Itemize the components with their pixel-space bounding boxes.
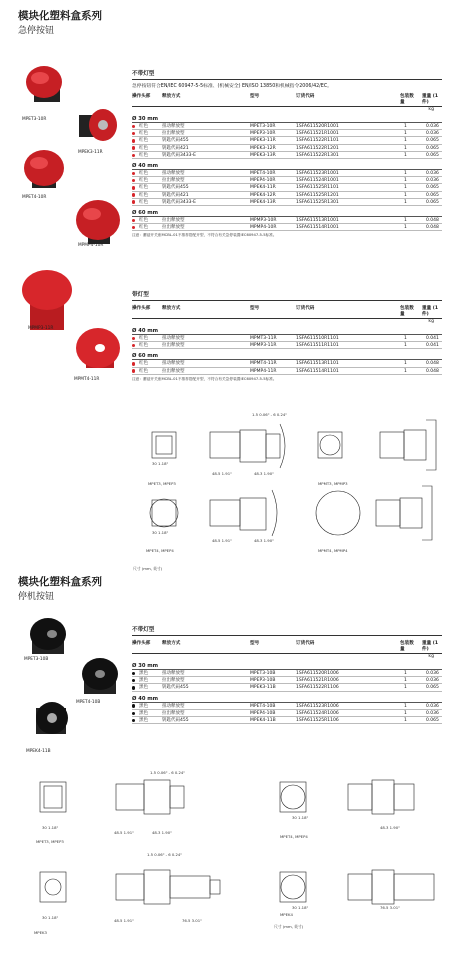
table-body [132,115,442,231]
table-cell: 1SFA611524R1006 [296,710,339,716]
col-head: 操作头部 [132,94,151,99]
color-dot-icon [132,337,135,340]
table-cell: MPEP4-10B [250,710,276,716]
table-cell: 0.048 [426,361,439,367]
table-cell: 1SFA611522R1301 [296,152,339,158]
table-cell: MPEK4-11R [250,185,276,191]
table-row [132,670,442,677]
col-release: 释放方式 [162,94,181,99]
table-cell: 1 [404,671,407,676]
col-type: 型号 [250,641,260,646]
front-view-drawing [40,782,66,812]
side-view-drawing [210,424,285,468]
units-note: 尺寸 (mm, 英寸) [274,924,304,929]
table-cell: 钥匙代码455 [162,138,189,144]
table-cell: 钥匙代码3433-E [162,199,196,205]
table-cell: 拉出释放型 [162,710,185,716]
table-cell: 0.041 [426,336,439,341]
product-label: MPEK3-11R [78,150,103,155]
table-cell: 拉出释放型 [162,678,185,684]
table-cell: 0.065 [426,199,439,205]
table-body [132,662,442,724]
table-cell: 扭动释放型 [162,170,185,176]
dim-label: 48.5 1.91" [212,471,232,476]
table-cell: MPEK3-11B [250,685,276,691]
product-label: MPMP3-11R [28,326,54,331]
table-cell: 扭动释放型 [162,671,185,676]
table-cell: MPEK3-11R [250,138,276,144]
col-pack: 包装数量 [400,641,414,652]
table-cell: 0.065 [426,192,439,198]
product-label: MPMP4-10R [78,243,104,248]
unit-label: kg [428,107,434,112]
color-dot-icon [132,139,135,142]
dim-label: 30 1.18" [152,530,169,535]
size-group-header: Ø 40 mm [132,327,442,335]
size-group-header: Ø 30 mm [132,115,442,123]
table-row [132,217,442,224]
product-label: MPET3-10R [22,117,47,122]
table-cell: 黑色 [139,678,148,684]
table-row [132,184,442,191]
table-row [132,137,442,144]
dim-label: 30 1.18" [292,815,309,820]
col-weight: 重量 (1件) [422,641,439,652]
table-cell: MPEK4-11B [250,717,276,723]
drawing-caption: MPEK4 [280,912,293,917]
table-title: 不带灯型 [132,625,442,636]
color-dot-icon [132,686,135,689]
black-button-image [30,618,66,654]
dimension-drawings-stop [30,760,450,950]
illuminated-button-image [22,270,72,330]
table-row [132,152,442,159]
table-cell: 1SFA611513R1101 [296,361,339,367]
table-cell: MPMP3-11R [250,343,277,349]
product-label: MPMT4-11R [74,377,100,382]
table-cell: 1 [404,145,407,151]
table-cell: MPET4-10R [250,170,276,176]
table-cell: 0.065 [426,717,439,723]
size-group-header: Ø 30 mm [132,662,442,670]
table-cell: 红色 [139,225,148,231]
side-view-drawing [348,870,434,904]
color-dot-icon [132,179,135,182]
table-cell: 0.036 [426,710,439,716]
mushroom-button-image [76,200,120,244]
table-cell: 钥匙代码421 [162,145,189,151]
side-view-drawing [116,870,220,904]
col-pack: 包装数量 [400,306,414,317]
color-dot-icon [132,362,135,365]
dim-label: 1.5 0.06" - 6 0.24" [252,412,288,417]
col-head: 操作头部 [132,641,151,646]
table-cell: 1 [404,685,407,691]
table-cell: 扭动释放型 [162,336,185,341]
table-cell: 红色 [139,217,148,223]
color-dot-icon [132,172,135,175]
table-cell: 1SFA611524R1001 [296,178,339,184]
front-view-drawing [150,499,178,527]
table-cell: 钥匙代码3433-E [162,152,196,158]
dim-label: 48.5 1.91" [212,538,232,543]
table-cell: 1SFA611523R1001 [296,170,339,176]
spec-table-no-light [132,69,442,238]
table-cell: 拉出释放型 [162,368,185,374]
table-cell: 1SFA611520R1006 [296,671,339,676]
side-view-drawing [376,486,432,540]
col-type: 型号 [250,94,260,99]
table-cell: 红色 [139,170,148,176]
col-release: 释放方式 [162,641,181,646]
table-cell: MPMT4-11R [250,361,277,367]
table-cell: 1 [404,152,407,158]
table-row [132,130,442,137]
dim-label: 1.5 0.06" - 6 0.24" [150,770,186,775]
key-button-image [79,109,117,141]
table-cell: 1 [404,217,407,223]
drawing-caption: MPET3, MPEP3 [36,839,64,844]
dim-label: 48.3 1.90" [380,825,400,830]
table-row [132,170,442,177]
dim-label: 48.3 1.90" [254,538,274,543]
table-cell: 1SFA611525R1301 [296,199,339,205]
table-cell: 1 [404,124,407,129]
spec-table-stop [132,625,442,724]
footnote: 注意：蘑菇开关座MCBL-01不推荐搭配开型，不符合有关急停装置IEC60947-5-5标准。 [132,376,277,381]
table-cell: 红色 [139,185,148,191]
dim-label: 30 1.18" [42,915,59,920]
table-header [132,304,442,319]
front-view-drawing [280,872,306,902]
table-row [132,192,442,199]
section-title: 模块化塑料盒系列 [18,576,102,588]
table-cell: MPET4-10B [250,703,276,709]
dim-label: 30 1.18" [152,461,169,466]
table-cell: 1 [404,343,407,349]
col-code: 订货代码 [296,94,315,99]
table-cell: MPMP4-10R [250,225,277,231]
table-cell: MPEP3-10R [250,131,276,137]
table-row [132,177,442,184]
table-cell: 1SFA611521R1006 [296,678,339,684]
table-cell: 扭动释放型 [162,703,185,709]
table-cell: 0.036 [426,124,439,129]
table-cell: MPEK3-12R [250,145,276,151]
table-cell: 1 [404,703,407,709]
color-dot-icon [132,146,135,149]
side-view-drawing [210,490,277,536]
col-code: 订货代码 [296,306,315,311]
table-cell: 1SFA611522R1106 [296,685,339,691]
standards-note: 急停按钮符合EN/IEC 60947-5-5标准、(机械安全) EN/ISO 13850和机械指令2006/42/EC。 [132,84,332,89]
table-row [132,360,442,367]
table-cell: 0.036 [426,703,439,709]
table-cell: 1 [404,131,407,137]
table-cell: 1SFA611525R1201 [296,192,339,198]
table-cell: 0.041 [426,343,439,349]
table-row [132,677,442,684]
table-row [132,123,442,130]
dim-label: 1.5 0.06" - 6 0.24" [147,852,183,857]
table-cell: MPEP3-10B [250,678,276,684]
table-cell: 红色 [139,131,148,137]
color-dot-icon [132,704,135,707]
table-cell: 红色 [139,192,148,198]
table-row [132,710,442,717]
table-title: 带灯型 [132,290,442,301]
dim-label: 30 1.18" [42,825,59,830]
table-cell: 1SFA611525R1101 [296,185,339,191]
table-cell: 黑色 [139,671,148,676]
col-code: 订货代码 [296,641,315,646]
footnote: 注意：蘑菇开关座MCBL-01不推荐搭配开型，不符合有关急停装置IEC60947-5-5标准。 [132,233,277,238]
table-cell: 黑色 [139,685,148,691]
table-row [132,703,442,710]
table-cell: 0.036 [426,178,439,184]
table-cell: 红色 [139,336,148,341]
table-cell: 红色 [139,152,148,158]
black-key-button-image [36,702,68,734]
color-dot-icon [132,186,135,189]
table-cell: 1SFA611514R1001 [296,225,339,231]
drawing-caption: MPEK3 [34,930,47,935]
table-cell: MPEK4-13R [250,199,276,205]
table-cell: 0.036 [426,131,439,137]
table-cell: 1SFA611513R1001 [296,217,339,223]
table-cell: 1 [404,138,407,144]
dim-label: 48.3 1.90" [152,830,172,835]
table-cell: 1SFA611511R1101 [296,343,339,349]
table-cell: 1 [404,225,407,231]
table-cell: 1SFA611523R1006 [296,703,339,709]
col-weight: 重量 (1件) [422,306,439,317]
table-cell: 0.036 [426,671,439,676]
table-cell: 0.065 [426,152,439,158]
table-cell: 0.065 [426,185,439,191]
table-cell: 1 [404,678,407,684]
table-cell: 拉出释放型 [162,131,185,137]
table-cell: 0.048 [426,217,439,223]
table-title: 不带灯型 [132,69,442,80]
drawing-caption: MPET3, MPEP3 [148,481,176,486]
spec-table-light [132,290,442,382]
table-cell: 拉出释放型 [162,178,185,184]
drawing-caption: MPMT4, MPMP4 [318,548,348,553]
front-view-drawing [152,432,176,458]
table-cell: 红色 [139,361,148,367]
front-view-drawing [280,782,306,812]
table-row [132,335,442,342]
side-view-drawing [116,780,184,814]
color-dot-icon [132,344,135,347]
front-view-drawing [316,491,360,535]
dim-label: 30 1.18" [292,905,309,910]
table-cell: MPET3-10B [250,671,276,676]
table-cell: 0.065 [426,138,439,144]
dim-label: 48.5 1.91" [114,830,134,835]
table-cell: 黑色 [139,717,148,723]
side-view-drawing [380,420,436,470]
table-cell: 1 [404,178,407,184]
col-type: 型号 [250,306,260,311]
size-group-header: Ø 60 mm [132,352,442,360]
table-cell: MPMT3-11R [250,336,277,341]
color-dot-icon [132,132,135,135]
section-title: 模块化塑料盒系列 [18,10,102,22]
table-cell: 黑色 [139,703,148,709]
table-cell: 1SFA611522R1101 [296,138,339,144]
table-cell: 红色 [139,178,148,184]
mushroom-button-image [26,66,62,102]
table-cell: 拉出释放型 [162,225,185,231]
table-cell: 钥匙代码455 [162,185,189,191]
color-dot-icon [132,369,135,372]
table-cell: 0.036 [426,170,439,176]
table-cell: 黑色 [139,710,148,716]
table-row [132,684,442,691]
black-button-image [82,658,118,694]
table-row [132,224,442,231]
color-dot-icon [132,719,135,722]
front-view-drawing [40,872,66,902]
col-head: 操作头部 [132,306,151,311]
table-cell: 0.065 [426,685,439,691]
table-cell: 1 [404,336,407,341]
table-cell: MPMP4-11R [250,368,277,374]
table-cell: 扭动释放型 [162,361,185,367]
table-cell: 1SFA611510R1101 [296,336,339,341]
table-cell: 钥匙代码455 [162,685,189,691]
table-cell: 红色 [139,145,148,151]
table-row [132,199,442,206]
table-cell: 1SFA611520R1001 [296,124,339,129]
table-cell: 1 [404,361,407,367]
col-weight: 重量 (1件) [422,94,439,105]
product-label: MPET4-10B [76,700,101,705]
product-label: MPEK4-11B [26,749,51,754]
product-images-stop [14,612,124,762]
table-row [132,717,442,724]
section-subtitle: 急停按钮 [18,26,55,36]
table-cell: 1 [404,368,407,374]
drawing-caption: MPMT3, MPMP3 [318,481,348,486]
front-view-drawing [318,432,342,458]
table-row [132,145,442,152]
table-cell: 红色 [139,124,148,129]
size-group-header: Ø 40 mm [132,695,442,703]
color-dot-icon [132,712,135,715]
table-cell: 1SFA611514R1101 [296,368,339,374]
table-cell: MPET3-10R [250,124,276,129]
table-cell: MPEK4-12R [250,192,276,198]
col-release: 释放方式 [162,306,181,311]
product-label: MPET4-10R [22,195,47,200]
color-dot-icon [132,154,135,157]
color-dot-icon [132,679,135,682]
table-cell: 1 [404,192,407,198]
table-cell: MPEP4-10R [250,178,276,184]
table-cell: 0.048 [426,225,439,231]
table-row [132,342,442,349]
unit-label: kg [428,654,434,659]
mushroom-button-image [24,150,64,188]
color-dot-icon [132,672,135,675]
table-cell: 0.048 [426,368,439,374]
table-cell: MPMP3-10R [250,217,277,223]
table-cell: 红色 [139,343,148,349]
table-cell: 拉出释放型 [162,343,185,349]
color-dot-icon [132,219,135,222]
table-row [132,368,442,375]
size-group-header: Ø 60 mm [132,209,442,217]
color-dot-icon [132,226,135,229]
table-cell: 0.065 [426,145,439,151]
table-cell: 拉出释放型 [162,217,185,223]
size-group-header: Ø 40 mm [132,162,442,170]
table-cell: 钥匙代码421 [162,192,189,198]
color-dot-icon [132,200,135,203]
col-pack: 包装数量 [400,94,414,105]
table-cell: 红色 [139,138,148,144]
table-cell: MPEK3-13R [250,152,276,158]
dim-label: 48.5 1.91" [114,918,134,923]
table-cell: 1 [404,185,407,191]
table-cell: 红色 [139,368,148,374]
table-cell: 1SFA611522R1201 [296,145,339,151]
drawing-caption: MPET4, MPEP4 [146,548,174,553]
units-note: 尺寸 (mm, 英寸) [133,566,163,571]
table-cell: 1 [404,710,407,716]
table-cell: 红色 [139,199,148,205]
table-header [132,92,442,107]
table-cell: 1SFA611521R1001 [296,131,339,137]
illuminated-button-image [76,328,120,368]
table-header [132,639,442,654]
dim-label: 76.5 3.01" [182,918,202,923]
table-cell: 钥匙代码455 [162,717,189,723]
dimension-drawings-emergency [140,410,440,560]
color-dot-icon [132,125,135,128]
table-body [132,327,442,375]
product-images-emergency [14,60,129,390]
drawing-caption: MPET4, MPEP4 [280,834,308,839]
table-cell: 1SFA611525R1106 [296,717,339,723]
table-cell: 1 [404,170,407,176]
product-label: MPET3-10B [24,657,49,662]
side-view-drawing [348,780,414,814]
unit-label: kg [428,319,434,324]
table-cell: 0.036 [426,678,439,684]
color-dot-icon [132,193,135,196]
section-subtitle: 停机按钮 [18,592,55,602]
table-cell: 1 [404,199,407,205]
dim-label: 76.5 3.01" [380,905,400,910]
dim-label: 48.3 1.90" [254,471,274,476]
table-cell: 1 [404,717,407,723]
table-cell: 扭动释放型 [162,124,185,129]
